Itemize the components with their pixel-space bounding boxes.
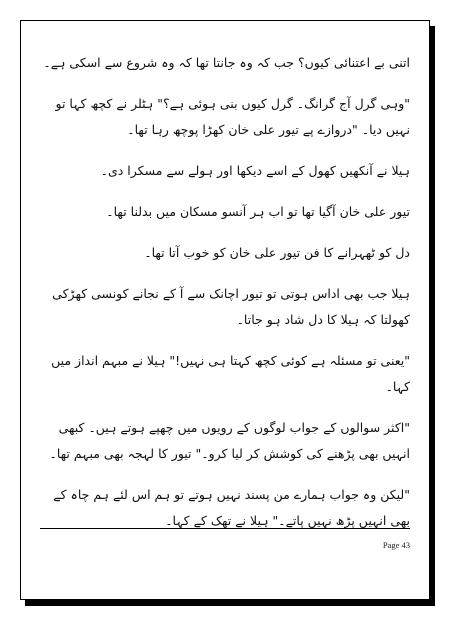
paragraph: "یعنی تو مسئلہ ہے کوئی کچھ کہتا ہی نہیں!" ہیلا نے مبہم انداز میں کہا۔ <box>51 353 410 394</box>
footer-rule <box>40 528 410 529</box>
paragraph: ہیلا نے آنکھیں کھول کے اسے دیکھا اور ہولے سے مسکرا دی۔ <box>100 163 410 178</box>
document-body <box>40 50 410 549</box>
paragraph: "اکثر سوالوں کے جواب لوگوں کے رویوں میں چھپے ہوتے ہیں۔ کبھی انہیں بھی پڑھنے کی کوشش کر لیا کرو۔" تیور کا لہجہ بھی مبہم تھا۔ <box>49 420 410 461</box>
paragraph: دل کو ٹھہرانے کا فن تیور علی خان کو خوب آتا تھا۔ <box>144 245 410 260</box>
paragraph: ہیلا جب بھی اداس ہوتی تو تیور اچانک سے آ کے نجانے کونسی کھڑکی کھولتا کہ ہیلا کا دل شاد ہو جاتا۔ <box>52 286 410 327</box>
paragraph: "وہی گرل آج گرانگ۔ گرل کیوں بنی ہوئی ہے؟" ہٹلر نے کچھ کہا تو نہیں دیا۔ "دروازے پے تیور علی خان کھڑا پوچھ رہا تھا۔ <box>55 96 410 137</box>
paragraph: "لیکن وہ جواب ہمارے من پسند نہیں ہوتے تو ہم اس لئے ہم چاہ کے بھی انہیں پڑھ نہیں پاتے۔" ہیلا نے تھک کے کہا۔ <box>53 487 410 528</box>
page-number: Page 43 <box>382 540 410 550</box>
paragraph: اتنی بے اعتنائی کیوں؟ جب کہ وہ جانتا تھا کہ وہ شروع سے اسکی ہے۔ <box>43 55 410 70</box>
paragraph: تیور علی خان آگیا تھا تو اب ہر آنسو مسکان میں بدلنا تھا۔ <box>106 204 410 219</box>
